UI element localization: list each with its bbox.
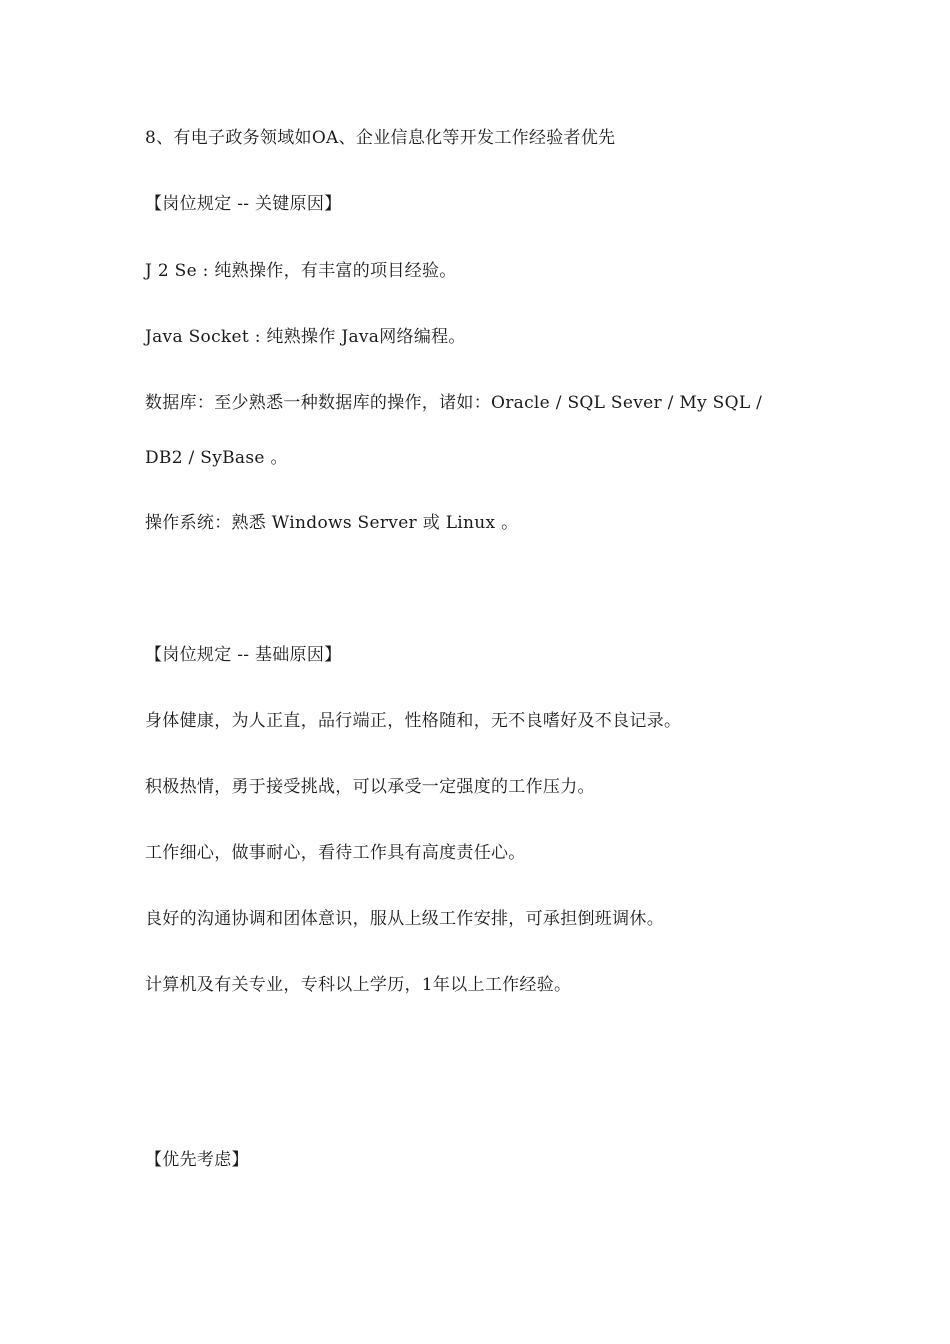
basic-item-education: 计算机及有关专业，专科以上学历，1年以上工作经验。 [145,975,572,995]
skill-j2se: J 2 Se : 纯熟操作，有丰富的项目经验。 [145,261,457,281]
basic-item-attitude: 积极热情，勇于接受挑战，可以承受一定强度的工作压力。 [145,777,595,797]
basic-item-carefulness: 工作细心，做事耐心，看待工作具有高度责任心。 [145,843,526,863]
skill-java-socket: Java Socket : 纯熟操作 Java网络编程。 [145,327,466,347]
section-heading-priority: 【优先考虑】 [145,1150,249,1170]
skill-operating-system: 操作系统：熟悉 Windows Server 或 Linux 。 [145,513,519,533]
section-heading-basic-requirements: 【岗位规定 -- 基础原因】 [145,645,342,665]
skill-database: 数据库：至少熟悉一种数据库的操作，诸如：Oracle / SQL Sever / My SQL / [145,393,763,413]
requirement-item-8: 8、有电子政务领域如OA、企业信息化等开发工作经验者优先 [145,128,616,148]
basic-item-health: 身体健康，为人正直，品行端正，性格随和，无不良嗜好及不良记录。 [145,711,682,731]
section-heading-key-requirements: 【岗位规定 -- 关键原因】 [145,194,342,214]
basic-item-teamwork: 良好的沟通协调和团体意识，服从上级工作安排，可承担倒班调休。 [145,909,664,929]
skill-database-continued: DB2 / SyBase 。 [145,448,288,468]
